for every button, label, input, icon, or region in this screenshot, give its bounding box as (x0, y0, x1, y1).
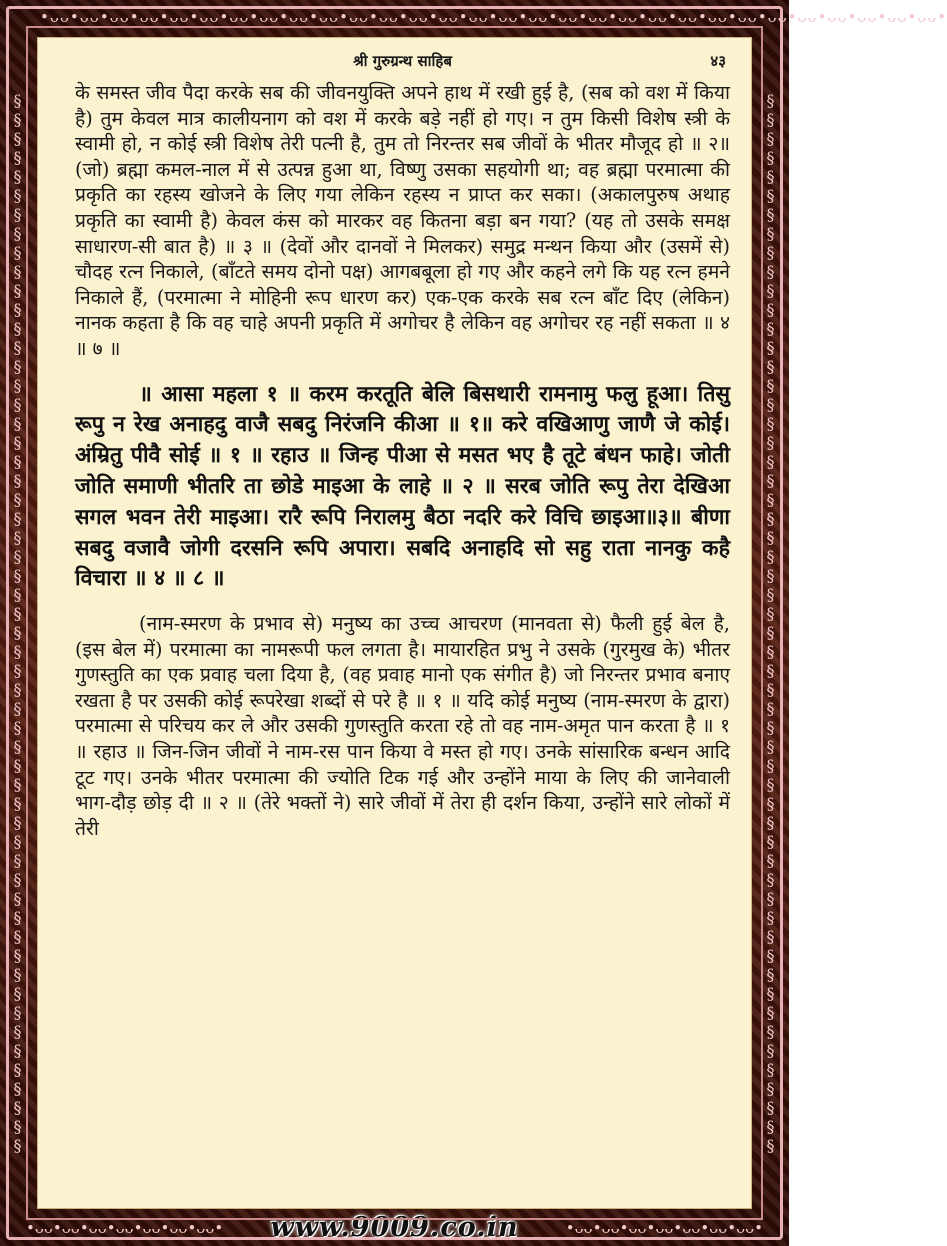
website-watermark: www.9009.co.in (270, 1212, 519, 1243)
left-border-ornament: §§§§§§§§§§§§§§§§§§§§§§§§§§§§§§§§§§§§§§§§§§§§§§§§§§§§§§§§ (8, 91, 27, 1155)
bottom-left-ornament: •ᴗᴗ•ᴗᴗ•ᴗᴗ•ᴗᴗ•ᴗᴗ•ᴗᴗ•ᴗᴗ• (26, 1219, 224, 1237)
top-border-ornament: •ᴗᴗ•ᴗᴗ•ᴗᴗ•ᴗᴗ•ᴗᴗ•ᴗᴗ•ᴗᴗ•ᴗᴗ•ᴗᴗ•ᴗᴗ•ᴗᴗ•ᴗᴗ•ᴗᴗ•ᴗᴗ•ᴗᴗ•ᴗᴗ•ᴗᴗ•ᴗᴗ•ᴗᴗ•ᴗᴗ•ᴗᴗ•ᴗᴗ•ᴗᴗ•ᴗᴗ•ᴗᴗ•ᴗᴗ•ᴗᴗ•ᴗᴗ•ᴗᴗ•ᴗᴗ• (40, 8, 947, 26)
bottom-right-ornament: •ᴗᴗ•ᴗᴗ•ᴗᴗ•ᴗᴗ•ᴗᴗ•ᴗᴗ•ᴗᴗ• (565, 1219, 763, 1237)
right-border-ornament: §§§§§§§§§§§§§§§§§§§§§§§§§§§§§§§§§§§§§§§§§§§§§§§§§§§§§§§§ (761, 91, 780, 1155)
gurbani-verse: ॥ आसा महला १ ॥ करम करतूति बेलि बिसथारी रामनामु फलु हूआ। तिसु रूपु न रेख अनाहदु वाजै सबदु निरंजनि कीआ ॥ १॥ करे वखिआणु जाणै जे कोई। अंम्रितु पीवै सोई ॥ १ ॥ रहाउ ॥ जिन्ह पीआ से मसत भए है तूटे बंधन फाहे। जोती जोति समाणी भीतरि ता छोडे माइआ के लाहे ॥ २ ॥ सरब जोति रूपु तेरा देखिआ सगल भवन तेरी माइआ। रारै रूपि निरालमु बैठा नदरि करे विचि छाइआ॥३॥ बीणा सबदु वजावै जोगी दरसनि रूपि अपारा। सबदि अनाहदि सो सहु राता नानकु कहै विचारा ॥ ४ ॥ ८ ॥ (75, 381, 730, 592)
page-header (75, 51, 730, 77)
commentary-paragraph-2: (नाम-स्मरण के प्रभाव से) मनुष्य का उच्च आचरण (मानवता से) फैली हुई बेल है, (इस बेल में) परमात्मा का नामरूपी फल लगता है। मायारहित प्रभु ने उसके (गुरमुख के) भीतर गुणस्तुति का एक प्रवाह चला दिया है, (वह प्रवाह मानो एक संगीत है) जो निरन्तर प्रभाव बनाए रखता है पर उसकी कोई रूपरेखा शब्दों से परे है ॥ १ ॥ यदि कोई मनुष्य (नाम-स्मरण के द्वारा) परमात्मा से परिचय कर ले और उसकी गुणस्तुति करता रहे तो वह नाम-अमृत पान करता है ॥ १ ॥ रहाउ ॥ जिन-जिन जीवों ने नाम-रस पान किया वे मस्त हो गए। उनके सांसारिक बन्धन आदि टूट गए। उनके भीतर परमात्मा की ज्योति टिक गई और उन्होंने माया के लिए की जानेवाली भाग-दौड़ छोड़ दी ॥ २ ॥ (तेरे भक्तों ने) सारे जीवों में तेरा ही दर्शन किया, उन्होंने सारे लोकों में तेरी (75, 612, 730, 840)
scripture-page (37, 37, 752, 1209)
commentary-paragraph-1: के समस्त जीव पैदा करके सब की जीवनयुक्ति अपने हाथ में रखी हुई है, (सब को वश में किया है) तुम केवल मात्र कालीयनाग को वश में करके बड़े नहीं हो गए। न तुम किसी विशेष स्त्री के स्वामी हो, न कोई स्त्री विशेष तेरी पत्नी है, तुम तो निरन्तर सब जीवों के भीतर मौजूद हो ॥ २॥ (जो) ब्रह्मा कमल-नाल में से उत्पन्न हुआ था, विष्णु उसका सहयोगी था; वह ब्रह्मा परमात्मा की प्रकृति का रहस्य खोजने के लिए गया लेकिन रहस्य न प्राप्त कर सका। (अकालपुरुष अथाह प्रकृति का स्वामी है) केवल कंस को मारकर वह कितना बड़ा बन गया? (यह तो उसके समक्ष साधारण-सी बात है) ॥ ३ ॥ (देवों और दानवों ने मिलकर) समुद्र मन्थन किया और (उसमें से) चौदह रत्न निकाले, (बाँटते समय दोनो पक्ष) आगबबूला हो गए और कहने लगे कि यह रत्न हमने निकाले हैं, (परमात्मा ने मोहिनी रूप धारण कर) एक-एक करके सब रत्न बाँट दिए (लेकिन) नानक कहता है कि वह चाहे अपनी प्रकृति में अगोचर है लेकिन वह अगोचर रह नहीं सकता ॥ ४ ॥ ७ ॥ (75, 81, 730, 360)
page-title: श्री गुरुग्रन्थ साहिब (353, 52, 452, 70)
page-number: ४३ (710, 52, 726, 70)
